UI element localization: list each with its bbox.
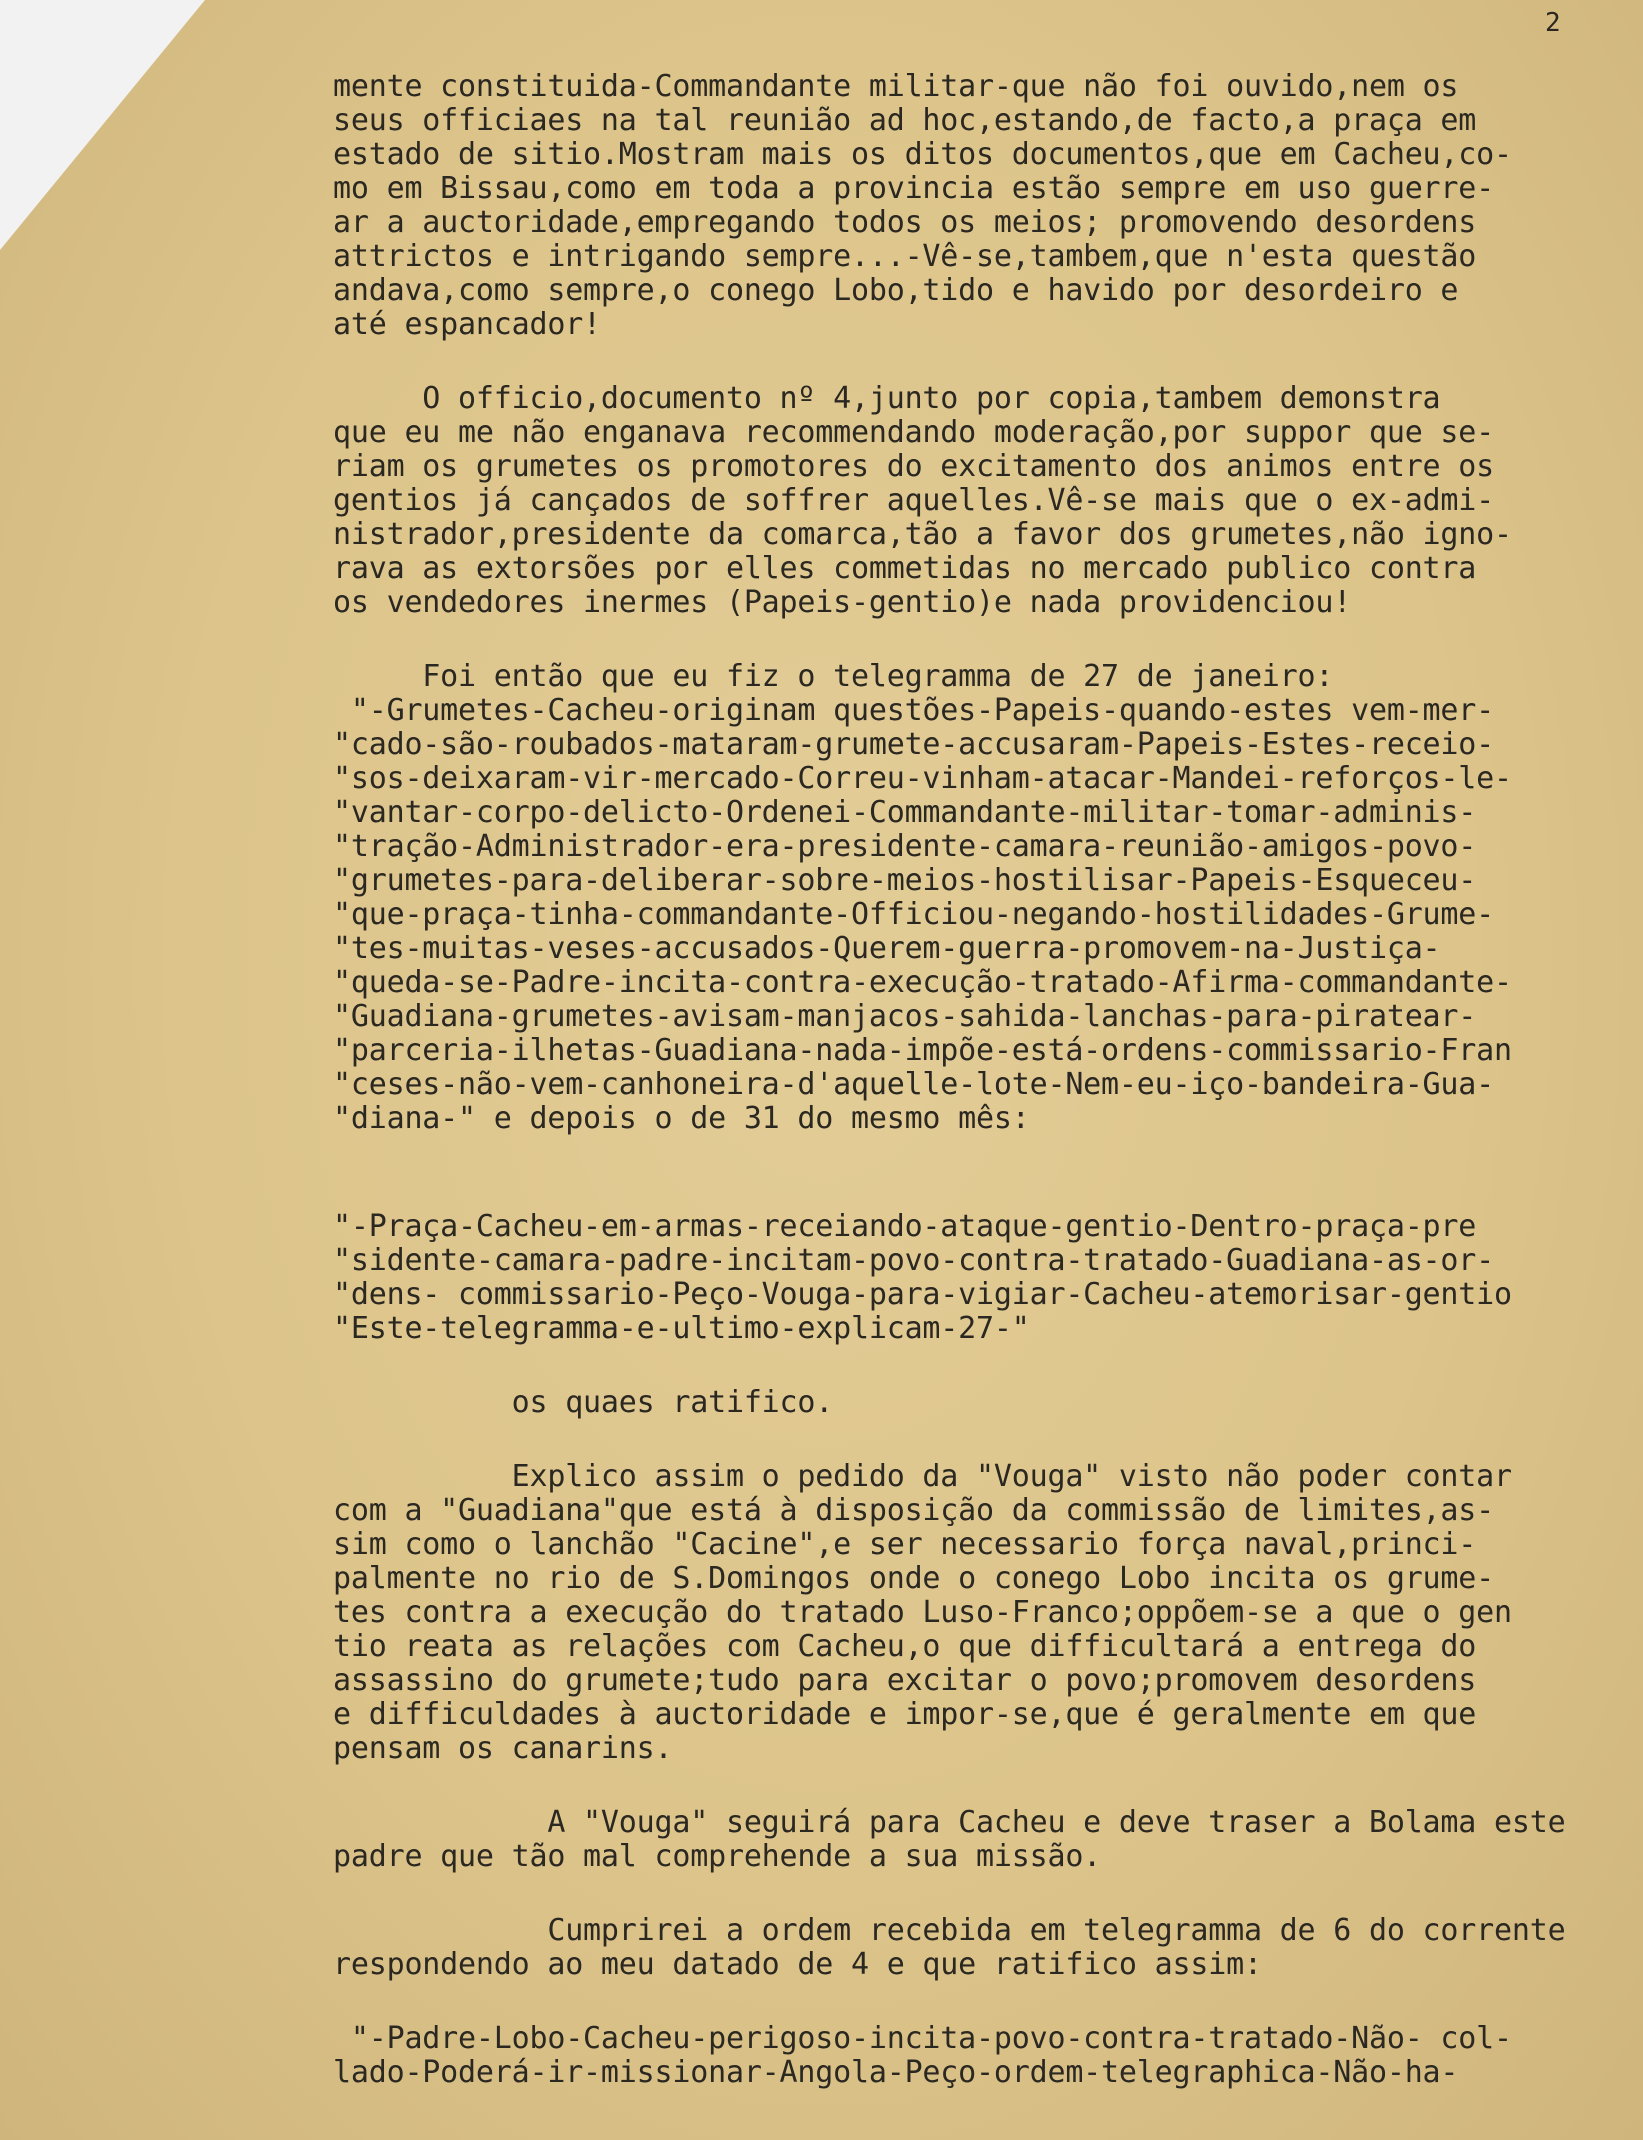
text-line: mo em Bissau,como em toda a provincia estão sempre em uso guerre- [333,171,1494,206]
text-line: com a "Guadiana"que está à disposição da commissão de limites,as- [333,1493,1494,1528]
text-line: padre que tão mal comprehende a sua missão. [333,1839,1102,1874]
text-line: "dens- commissario-Peço-Vouga-para-vigiar-Cacheu-atemorisar-gentio [333,1277,1512,1312]
text-line: "sos-deixaram-vir-mercado-Correu-vinham-atacar-Mandei-reforços-le- [333,761,1512,796]
paragraph-7 [333,1806,1623,1874]
text-line: attrictos e intrigando sempre...-Vê-se,tambem,que n'esta questão [333,239,1477,274]
text-line: sim como o lanchão "Cacine",e ser necessario força naval,princi- [333,1527,1477,1562]
text-line: "vantar-corpo-delicto-Ordenei-Commandante-militar-tomar-adminis- [333,795,1477,830]
paragraph-3 [333,660,1623,1170]
document-body [333,70,1623,2090]
text-line: tes contra a execução do tratado Luso-Franco;oppõem-se a que o gen [333,1595,1512,1630]
text-line: "sidente-camara-padre-incitam-povo-contra-tratado-Guadiana-as-or- [333,1243,1494,1278]
paragraph-4 [333,1210,1623,1346]
text-line: andava,como sempre,o conego Lobo,tido e havido por desordeiro e [333,273,1459,308]
text-line: "-Padre-Lobo-Cacheu-perigoso-incita-povo-contra-tratado-Não- col- [333,2021,1512,2056]
text-line: "grumetes-para-deliberar-sobre-meios-hostilisar-Papeis-Esqueceu- [333,863,1477,898]
text-line: tio reata as relações com Cacheu,o que difficultará a entrega do [333,1629,1477,1664]
paragraph-5 [333,1386,1623,1420]
text-line: seus officiaes na tal reunião ad hoc,estando,de facto,a praça em [333,103,1477,138]
text-line: nistrador,presidente da comarca,tão a favor dos grumetes,não igno- [333,517,1512,552]
text-line: Cumprirei a ordem recebida em telegramma de 6 do corrente [333,1913,1566,1948]
text-line: lado-Poderá-ir-missionar-Angola-Peço-ordem-telegraphica-Não-ha- [333,2055,1459,2090]
text-line: "Este-telegramma-e-ultimo-explicam-27-" [333,1311,1030,1346]
paragraph-8 [333,1914,1623,1982]
text-line: os vendedores inermes (Papeis-gentio)e nada providenciou! [333,585,1352,620]
text-line [333,1136,1623,1170]
text-line: "tração-Administrador-era-presidente-camara-reunião-amigos-povo- [333,829,1477,864]
text-line: até espancador! [333,307,601,342]
text-line: "que-praça-tinha-commandante-Officiou-negando-hostilidades-Grume- [333,897,1494,932]
paragraph-2 [333,382,1623,620]
paragraph-6 [333,1460,1623,1766]
text-line: pensam os canarins. [333,1731,673,1766]
text-line: "-Grumetes-Cacheu-originam questões-Papeis-quando-estes vem-mer- [333,693,1494,728]
text-line: assassino do grumete;tudo para excitar o povo;promovem desordens [333,1663,1477,1698]
text-line: e difficuldades à auctoridade e impor-se,que é geralmente em que [333,1697,1477,1732]
text-line: rava as extorsões por elles commetidas no mercado publico contra [333,551,1477,586]
text-line: que eu me não enganava recommendando moderação,por suppor que se- [333,415,1494,450]
text-line: Foi então que eu fiz o telegramma de 27 de janeiro: [333,659,1334,694]
text-line: os quaes ratifico. [333,1385,834,1420]
text-line: "tes-muitas-veses-accusados-Querem-guerra-promovem-na-Justiça- [333,931,1441,966]
text-line: "queda-se-Padre-incita-contra-execução-tratado-Afirma-commandante- [333,965,1512,1000]
text-line: ar a auctoridade,empregando todos os meios; promovendo desordens [333,205,1477,240]
text-line: mente constituida-Commandante militar-que não foi ouvido,nem os [333,69,1459,104]
text-line: Explico assim o pedido da "Vouga" visto não poder contar [333,1459,1512,1494]
text-line: riam os grumetes os promotores do excitamento dos animos entre os [333,449,1494,484]
paragraph-1 [333,70,1623,342]
text-line: estado de sitio.Mostram mais os ditos documentos,que em Cacheu,co- [333,137,1512,172]
text-line: "parceria-ilhetas-Guadiana-nada-impõe-está-ordens-commissario-Fran [333,1033,1512,1068]
paragraph-9 [333,2022,1623,2090]
text-line: palmente no rio de S.Domingos onde o conego Lobo incita os grume- [333,1561,1494,1596]
page-number: 2 [1545,8,1561,38]
folded-corner [0,0,205,250]
text-line: "diana-" e depois o de 31 do mesmo mês: [333,1101,1030,1136]
text-line: A "Vouga" seguirá para Cacheu e deve traser a Bolama este [333,1805,1566,1840]
text-line: "ceses-não-vem-canhoneira-d'aquelle-lote-Nem-eu-iço-bandeira-Gua- [333,1067,1494,1102]
text-line: respondendo ao meu datado de 4 e que ratifico assim: [333,1947,1262,1982]
text-line: "Guadiana-grumetes-avisam-manjacos-sahida-lanchas-para-piratear- [333,999,1477,1034]
text-line: "-Praça-Cacheu-em-armas-receiando-ataque-gentio-Dentro-praça-pre [333,1209,1477,1244]
text-line: "cado-são-roubados-mataram-grumete-accusaram-Papeis-Estes-receio- [333,727,1494,762]
text-line: O officio,documento nº 4,junto por copia,tambem demonstra [333,381,1441,416]
text-line: gentios já cançados de soffrer aquelles.Vê-se mais que o ex-admi- [333,483,1494,518]
